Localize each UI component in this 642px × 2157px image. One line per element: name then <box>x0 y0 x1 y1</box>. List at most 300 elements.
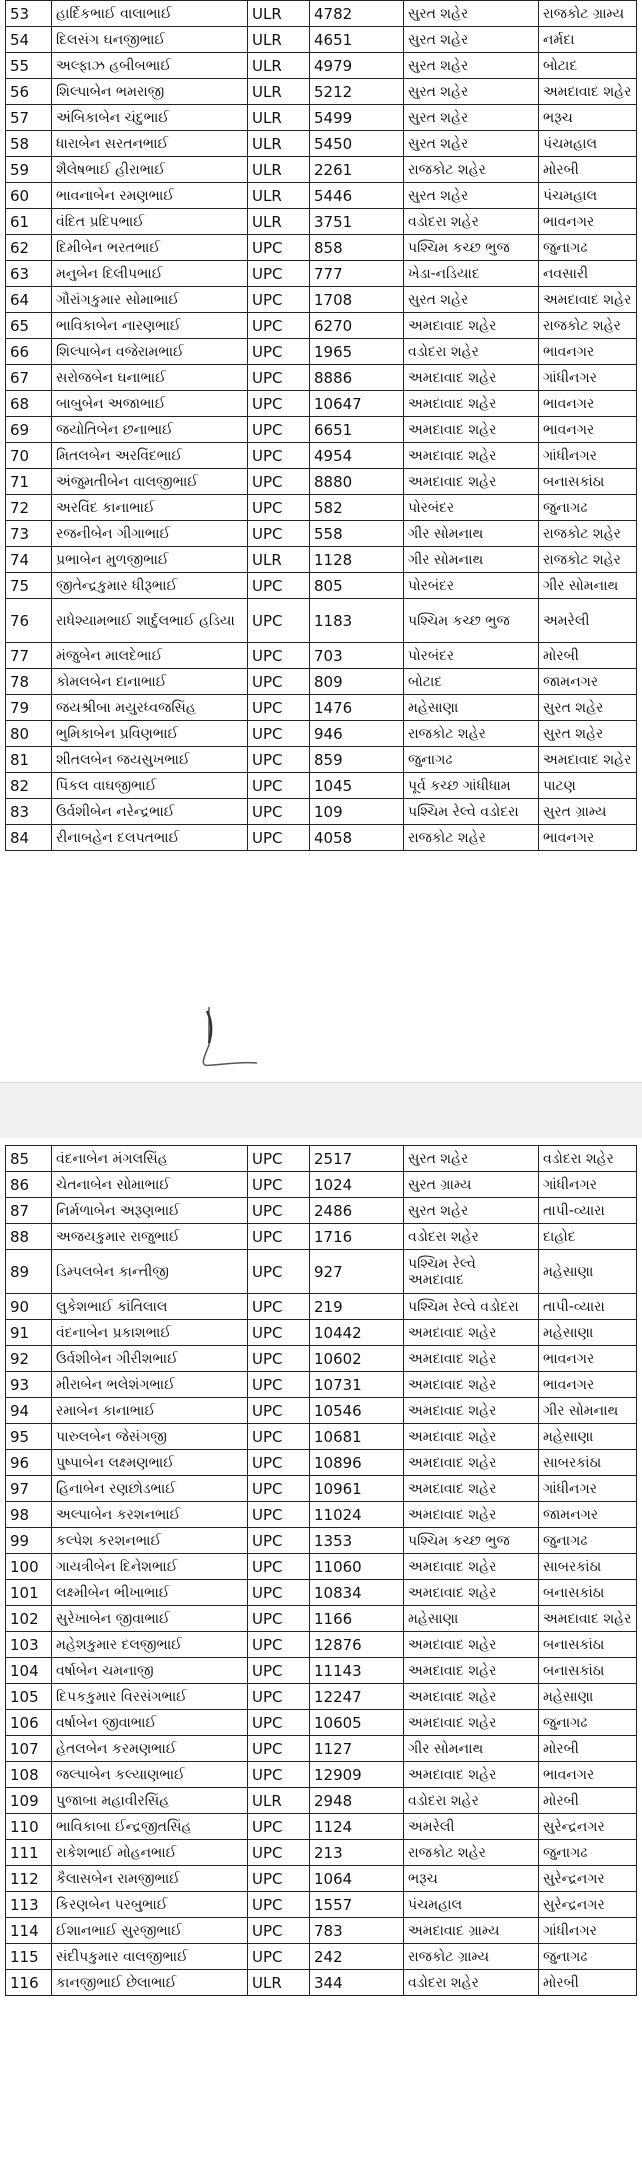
number-cell: 10602 <box>310 1346 404 1372</box>
number-cell: 1024 <box>310 1172 404 1198</box>
category-cell: UPC <box>248 695 310 721</box>
from-district-cell: વડોદરા શહેર <box>404 1788 539 1814</box>
number-cell: 4782 <box>310 1 404 27</box>
name-cell: શીતલબેન જયસુખભાઈ <box>52 747 248 773</box>
name-cell: ગાયત્રીબેન દિનેશભાઈ <box>52 1554 248 1580</box>
serial-cell: 115 <box>6 1944 52 1970</box>
category-cell: UPC <box>248 773 310 799</box>
number-cell: 2486 <box>310 1198 404 1224</box>
category-cell: UPC <box>248 339 310 365</box>
table-row <box>6 1554 637 1580</box>
from-district-cell: અમદાવાદ શહેર <box>404 1710 539 1736</box>
table-row <box>6 547 637 573</box>
from-district-cell: સુરત શહેર <box>404 131 539 157</box>
name-cell: લુકેશભાઈ કાંતિલાલ <box>52 1294 248 1320</box>
number-cell: 927 <box>310 1250 404 1294</box>
category-cell: UPC <box>248 1554 310 1580</box>
from-district-cell: રાજકોટ શહેર <box>404 1840 539 1866</box>
page-separator <box>0 1082 642 1139</box>
category-cell: UPC <box>248 643 310 669</box>
to-district-cell: જુનાગઢ <box>539 495 637 521</box>
to-district-cell: ભાવનગર <box>539 825 637 851</box>
table-row <box>6 1 637 27</box>
serial-cell: 103 <box>6 1632 52 1658</box>
number-cell: 8886 <box>310 365 404 391</box>
serial-cell: 70 <box>6 443 52 469</box>
table-row <box>6 695 637 721</box>
number-cell: 2948 <box>310 1788 404 1814</box>
name-cell: મનુબેન દિલીપભાઈ <box>52 261 248 287</box>
category-cell: UPC <box>248 1320 310 1346</box>
name-cell: સરોજબેન ઘનાભાઈ <box>52 365 248 391</box>
number-cell: 582 <box>310 495 404 521</box>
from-district-cell: પશ્ચિમ કચ્છ ભુજ <box>404 235 539 261</box>
table-row <box>6 1146 637 1172</box>
to-district-cell: મોરબી <box>539 1736 637 1762</box>
number-cell: 1183 <box>310 599 404 643</box>
table-row <box>6 1814 637 1840</box>
category-cell: UPC <box>248 1658 310 1684</box>
name-cell: અંબિકાબેન ચંદુભાઈ <box>52 105 248 131</box>
table-row <box>6 1736 637 1762</box>
serial-cell: 113 <box>6 1892 52 1918</box>
category-cell: UPC <box>248 825 310 851</box>
name-cell: ધારાબેન સરતનભાઈ <box>52 131 248 157</box>
number-cell: 858 <box>310 235 404 261</box>
name-cell: કાનજીભાઈ છેલાભાઈ <box>52 1970 248 1996</box>
from-district-cell: અમદાવાદ શહેર <box>404 1372 539 1398</box>
table-row <box>6 495 637 521</box>
to-district-cell: તાપી-વ્યારા <box>539 1198 637 1224</box>
serial-cell: 72 <box>6 495 52 521</box>
category-cell: UPC <box>248 1918 310 1944</box>
from-district-cell: અમદાવાદ શહેર <box>404 417 539 443</box>
name-cell: વંદનાબેન પ્રકાશભાઈ <box>52 1320 248 1346</box>
serial-cell: 57 <box>6 105 52 131</box>
to-district-cell: રાજકોટ ગ્રામ્ય <box>539 1 637 27</box>
serial-cell: 63 <box>6 261 52 287</box>
to-district-cell: સાબરકાંઠા <box>539 1450 637 1476</box>
number-cell: 4979 <box>310 53 404 79</box>
number-cell: 10442 <box>310 1320 404 1346</box>
to-district-cell: જામનગર <box>539 669 637 695</box>
to-district-cell: અમદાવાદ શહેર <box>539 79 637 105</box>
to-district-cell: જુનાગઢ <box>539 1944 637 1970</box>
name-cell: અલ્ફાઝ હબીબભાઈ <box>52 53 248 79</box>
from-district-cell: અમદાવાદ શહેર <box>404 1658 539 1684</box>
number-cell: 1965 <box>310 339 404 365</box>
from-district-cell: વડોદરા શહેર <box>404 1224 539 1250</box>
category-cell: UPC <box>248 1476 310 1502</box>
table-row <box>6 669 637 695</box>
to-district-cell: ગાંધીનગર <box>539 1172 637 1198</box>
name-cell: મંજુબેન માલદેભાઈ <box>52 643 248 669</box>
number-cell: 1716 <box>310 1224 404 1250</box>
serial-cell: 79 <box>6 695 52 721</box>
from-district-cell: પશ્ચિમ રેલ્વે વડોદરા <box>404 799 539 825</box>
to-district-cell: ગીર સોમનાથ <box>539 1398 637 1424</box>
table-row <box>6 1788 637 1814</box>
from-district-cell: અમદાવાદ શહેર <box>404 1398 539 1424</box>
number-cell: 10546 <box>310 1398 404 1424</box>
name-cell: હાર્દિકભાઈ વાલાભાઈ <box>52 1 248 27</box>
table-row <box>6 391 637 417</box>
category-cell: UPC <box>248 1198 310 1224</box>
from-district-cell: ગીર સોમનાથ <box>404 1736 539 1762</box>
to-district-cell: તાપી-વ્યારા <box>539 1294 637 1320</box>
name-cell: લક્ષ્મીબેન ભીખાભાઈ <box>52 1580 248 1606</box>
number-cell: 219 <box>310 1294 404 1320</box>
name-cell: જયશ્રીબા મયુરધ્વજસિંહ <box>52 695 248 721</box>
from-district-cell: અમદાવાદ શહેર <box>404 313 539 339</box>
serial-cell: 91 <box>6 1320 52 1346</box>
to-district-cell: ગાંધીનગર <box>539 443 637 469</box>
name-cell: ભુમિકાબેન પ્રવિણભાઈ <box>52 721 248 747</box>
serial-cell: 71 <box>6 469 52 495</box>
table-row <box>6 1476 637 1502</box>
name-cell: દિમીબેન ભરતભાઈ <box>52 235 248 261</box>
table-row <box>6 1224 637 1250</box>
name-cell: જલ્પાબેન કલ્યાણભાઈ <box>52 1762 248 1788</box>
number-cell: 946 <box>310 721 404 747</box>
from-district-cell: સુરત શહેર <box>404 287 539 313</box>
serial-cell: 111 <box>6 1840 52 1866</box>
category-cell: UPC <box>248 573 310 599</box>
serial-cell: 96 <box>6 1450 52 1476</box>
name-cell: વંદનાબેન મંગલસિંહ <box>52 1146 248 1172</box>
name-cell: પ્રભાબેન મુળજીભાઈ <box>52 547 248 573</box>
category-cell: UPC <box>248 1398 310 1424</box>
from-district-cell: સુરત શહેર <box>404 79 539 105</box>
table-row <box>6 1294 637 1320</box>
serial-cell: 94 <box>6 1398 52 1424</box>
to-district-cell: સુરત ગ્રામ્ય <box>539 799 637 825</box>
table-row <box>6 573 637 599</box>
from-district-cell: પશ્ચિમ રેલ્વે વડોદરા <box>404 1294 539 1320</box>
serial-cell: 77 <box>6 643 52 669</box>
number-cell: 859 <box>310 747 404 773</box>
category-cell: ULR <box>248 53 310 79</box>
category-cell: UPC <box>248 1944 310 1970</box>
name-cell: ગૌરાંગકુમાર સોમાભાઈ <box>52 287 248 313</box>
table-row <box>6 261 637 287</box>
name-cell: વંદિત પ્રદિપભાઈ <box>52 209 248 235</box>
to-district-cell: ભાવનગર <box>539 1346 637 1372</box>
from-district-cell: વડોદરા શહેર <box>404 339 539 365</box>
from-district-cell: બોટાદ <box>404 669 539 695</box>
to-district-cell: ગીર સોમનાથ <box>539 573 637 599</box>
name-cell: અરવિંદ કાનાભાઈ <box>52 495 248 521</box>
name-cell: રાધેશ્યામભાઈ શાર્દુલભાઈ હડિયા <box>52 599 248 643</box>
table-row <box>6 469 637 495</box>
table-row <box>6 365 637 391</box>
serial-cell: 95 <box>6 1424 52 1450</box>
number-cell: 213 <box>310 1840 404 1866</box>
name-cell: પુજાબા મહાવીરસિંહ <box>52 1788 248 1814</box>
number-cell: 4954 <box>310 443 404 469</box>
serial-cell: 82 <box>6 773 52 799</box>
table-row <box>6 209 637 235</box>
name-cell: પુષ્પાબેન લક્ષ્મણભાઈ <box>52 1450 248 1476</box>
to-district-cell: ગાંધીનગર <box>539 1918 637 1944</box>
serial-cell: 116 <box>6 1970 52 1996</box>
name-cell: શિલ્પાબેન ભમરાજી <box>52 79 248 105</box>
number-cell: 1476 <box>310 695 404 721</box>
name-cell: રમાબેન કાનાભાઈ <box>52 1398 248 1424</box>
to-district-cell: વડોદરા શહેર <box>539 1146 637 1172</box>
category-cell: UPC <box>248 721 310 747</box>
table-row <box>6 773 637 799</box>
from-district-cell: અમદાવાદ શહેર <box>404 1580 539 1606</box>
serial-cell: 110 <box>6 1814 52 1840</box>
number-cell: 703 <box>310 643 404 669</box>
from-district-cell: અમદાવાદ શહેર <box>404 365 539 391</box>
name-cell: અંજુમતીબેન વાલજીભાઈ <box>52 469 248 495</box>
category-cell: ULR <box>248 183 310 209</box>
serial-cell: 81 <box>6 747 52 773</box>
table-row <box>6 183 637 209</box>
table-row <box>6 1710 637 1736</box>
name-cell: પિંકલ વાઘજીભાઈ <box>52 773 248 799</box>
table-row <box>6 313 637 339</box>
allocation-table-page-2 <box>5 1145 637 1996</box>
name-cell: ઈશાનભાઈ સુરજીભાઈ <box>52 1918 248 1944</box>
from-district-cell: મહેસાણા <box>404 1606 539 1632</box>
table-row <box>6 825 637 851</box>
name-cell: શિલ્પાબેન વજેરામભાઈ <box>52 339 248 365</box>
from-district-cell: સુરત શહેર <box>404 1198 539 1224</box>
table-row <box>6 643 637 669</box>
name-cell: અજયકુમાર રાજુભાઈ <box>52 1224 248 1250</box>
to-district-cell: અમદાવાદ શહેર <box>539 1606 637 1632</box>
serial-cell: 64 <box>6 287 52 313</box>
table-row <box>6 1970 637 1996</box>
category-cell: UPC <box>248 669 310 695</box>
number-cell: 777 <box>310 261 404 287</box>
from-district-cell: અમદાવાદ શહેર <box>404 1424 539 1450</box>
table-row <box>6 1840 637 1866</box>
category-cell: UPC <box>248 1866 310 1892</box>
number-cell: 3751 <box>310 209 404 235</box>
table-row <box>6 443 637 469</box>
from-district-cell: પોરબંદર <box>404 495 539 521</box>
number-cell: 1045 <box>310 773 404 799</box>
to-district-cell: પંચમહાલ <box>539 131 637 157</box>
name-cell: બાબુબેન અજાભાઈ <box>52 391 248 417</box>
from-district-cell: સુરત શહેર <box>404 183 539 209</box>
category-cell: ULR <box>248 209 310 235</box>
category-cell: ULR <box>248 105 310 131</box>
name-cell: દિલસંગ ઘનજીભાઈ <box>52 27 248 53</box>
category-cell: UPC <box>248 1710 310 1736</box>
name-cell: મહેશકુમાર દલજીભાઈ <box>52 1632 248 1658</box>
table-row <box>6 1632 637 1658</box>
serial-cell: 58 <box>6 131 52 157</box>
category-cell: ULR <box>248 79 310 105</box>
to-district-cell: બનાસકાંઠા <box>539 1632 637 1658</box>
number-cell: 1128 <box>310 547 404 573</box>
number-cell: 558 <box>310 521 404 547</box>
from-district-cell: સુરત શહેર <box>404 53 539 79</box>
table-row <box>6 79 637 105</box>
number-cell: 10961 <box>310 1476 404 1502</box>
serial-cell: 89 <box>6 1250 52 1294</box>
serial-cell: 76 <box>6 599 52 643</box>
category-cell: UPC <box>248 1346 310 1372</box>
number-cell: 12247 <box>310 1684 404 1710</box>
from-district-cell: ખેડા-નડિયાદ <box>404 261 539 287</box>
serial-cell: 85 <box>6 1146 52 1172</box>
category-cell: UPC <box>248 287 310 313</box>
to-district-cell: ગાંધીનગર <box>539 1476 637 1502</box>
number-cell: 805 <box>310 573 404 599</box>
name-cell: ઉર્વશીબેન નરેન્દ્રભાઈ <box>52 799 248 825</box>
to-district-cell: મહેસાણા <box>539 1320 637 1346</box>
table-row <box>6 1866 637 1892</box>
number-cell: 5446 <box>310 183 404 209</box>
number-cell: 1127 <box>310 1736 404 1762</box>
from-district-cell: સુરત શહેર <box>404 105 539 131</box>
to-district-cell: પંચમહાલ <box>539 183 637 209</box>
category-cell: UPC <box>248 1762 310 1788</box>
category-cell: ULR <box>248 1 310 27</box>
name-cell: કૈલાસબેન રામજીભાઈ <box>52 1866 248 1892</box>
to-district-cell: સુરેન્દ્રનગર <box>539 1814 637 1840</box>
serial-cell: 101 <box>6 1580 52 1606</box>
serial-cell: 92 <box>6 1346 52 1372</box>
table-row <box>6 1892 637 1918</box>
number-cell: 10731 <box>310 1372 404 1398</box>
to-district-cell: બોટાદ <box>539 53 637 79</box>
number-cell: 2261 <box>310 157 404 183</box>
serial-cell: 99 <box>6 1528 52 1554</box>
name-cell: ભાવિકાબા ઈન્દ્રજીતસિંહ <box>52 1814 248 1840</box>
category-cell: UPC <box>248 521 310 547</box>
number-cell: 5212 <box>310 79 404 105</box>
serial-cell: 84 <box>6 825 52 851</box>
category-cell: UPC <box>248 1450 310 1476</box>
name-cell: નિર્મળાબેન અરૂણભાઈ <box>52 1198 248 1224</box>
from-district-cell: ભરૂચ <box>404 1866 539 1892</box>
to-district-cell: રાજકોટ શહેર <box>539 521 637 547</box>
number-cell: 12909 <box>310 1762 404 1788</box>
from-district-cell: રાજકોટ શહેર <box>404 721 539 747</box>
to-district-cell: મહેસાણા <box>539 1424 637 1450</box>
page-2 <box>0 1138 642 2157</box>
table-row <box>6 417 637 443</box>
serial-cell: 65 <box>6 313 52 339</box>
to-district-cell: સાબરકાંઠા <box>539 1554 637 1580</box>
category-cell: UPC <box>248 1528 310 1554</box>
category-cell: UPC <box>248 1632 310 1658</box>
from-district-cell: રાજકોટ ગ્રામ્ય <box>404 1944 539 1970</box>
number-cell: 242 <box>310 1944 404 1970</box>
to-district-cell: દાહોદ <box>539 1224 637 1250</box>
serial-cell: 80 <box>6 721 52 747</box>
from-district-cell: પોરબંદર <box>404 573 539 599</box>
from-district-cell: અમદાવાદ શહેર <box>404 1346 539 1372</box>
from-district-cell: અમદાવાદ શહેર <box>404 1502 539 1528</box>
from-district-cell: વડોદરા શહેર <box>404 209 539 235</box>
category-cell: UPC <box>248 1372 310 1398</box>
name-cell: ભાવનાબેન રમણભાઈ <box>52 183 248 209</box>
name-cell: દિપકકુમાર વિરસંગભાઈ <box>52 1684 248 1710</box>
to-district-cell: અમરેલી <box>539 599 637 643</box>
category-cell: UPC <box>248 1424 310 1450</box>
from-district-cell: પશ્ચિમ રેલ્વે અમદાવાદ <box>404 1250 539 1294</box>
number-cell: 11143 <box>310 1658 404 1684</box>
name-cell: શૈલેષભાઈ હીરાભાઈ <box>52 157 248 183</box>
from-district-cell: અમરેલી <box>404 1814 539 1840</box>
table-row <box>6 235 637 261</box>
serial-cell: 66 <box>6 339 52 365</box>
table-row <box>6 1424 637 1450</box>
table-row <box>6 157 637 183</box>
category-cell: UPC <box>248 443 310 469</box>
table-row <box>6 1658 637 1684</box>
number-cell: 4651 <box>310 27 404 53</box>
category-cell: ULR <box>248 157 310 183</box>
category-cell: UPC <box>248 599 310 643</box>
to-district-cell: જુનાગઢ <box>539 1710 637 1736</box>
table-row <box>6 1372 637 1398</box>
name-cell: સુરેખાબેન જીવાભાઈ <box>52 1606 248 1632</box>
serial-cell: 69 <box>6 417 52 443</box>
to-district-cell: બનાસકાંઠા <box>539 1580 637 1606</box>
to-district-cell: બનાસકાંઠા <box>539 469 637 495</box>
number-cell: 10834 <box>310 1580 404 1606</box>
name-cell: કલ્પેશ કરશનભાઈ <box>52 1528 248 1554</box>
to-district-cell: નવસારી <box>539 261 637 287</box>
serial-cell: 105 <box>6 1684 52 1710</box>
table-row <box>6 1450 637 1476</box>
serial-cell: 100 <box>6 1554 52 1580</box>
category-cell: UPC <box>248 261 310 287</box>
from-district-cell: મહેસાણા <box>404 695 539 721</box>
to-district-cell: મોરબી <box>539 157 637 183</box>
serial-cell: 68 <box>6 391 52 417</box>
number-cell: 1708 <box>310 287 404 313</box>
serial-cell: 61 <box>6 209 52 235</box>
to-district-cell: જામનગર <box>539 1502 637 1528</box>
number-cell: 5450 <box>310 131 404 157</box>
to-district-cell: સુરેન્દ્રનગર <box>539 1892 637 1918</box>
from-district-cell: અમદાવાદ શહેર <box>404 443 539 469</box>
serial-cell: 114 <box>6 1918 52 1944</box>
from-district-cell: પશ્ચિમ કચ્છ ભુજ <box>404 599 539 643</box>
name-cell: ડિમ્પલબેન કાન્તીજી <box>52 1250 248 1294</box>
from-district-cell: પૂર્વ કચ્છ ગાંધીધામ <box>404 773 539 799</box>
name-cell: કિરણબેન પરબુભાઈ <box>52 1892 248 1918</box>
serial-cell: 55 <box>6 53 52 79</box>
name-cell: ભાવિકાબેન નારણભાઈ <box>52 313 248 339</box>
table-row <box>6 1684 637 1710</box>
from-district-cell: પશ્ચિમ કચ્છ ભુજ <box>404 1528 539 1554</box>
serial-cell: 104 <box>6 1658 52 1684</box>
table-row <box>6 1250 637 1294</box>
to-district-cell: ભાવનગર <box>539 339 637 365</box>
name-cell: પારુલબેન જેસંગજી <box>52 1424 248 1450</box>
name-cell: મિતલબેન અરવિંદભાઈ <box>52 443 248 469</box>
table-row <box>6 599 637 643</box>
number-cell: 6651 <box>310 417 404 443</box>
serial-cell: 108 <box>6 1762 52 1788</box>
serial-cell: 59 <box>6 157 52 183</box>
table-row <box>6 1762 637 1788</box>
serial-cell: 86 <box>6 1172 52 1198</box>
table-row <box>6 1606 637 1632</box>
from-district-cell: અમદાવાદ શહેર <box>404 1684 539 1710</box>
